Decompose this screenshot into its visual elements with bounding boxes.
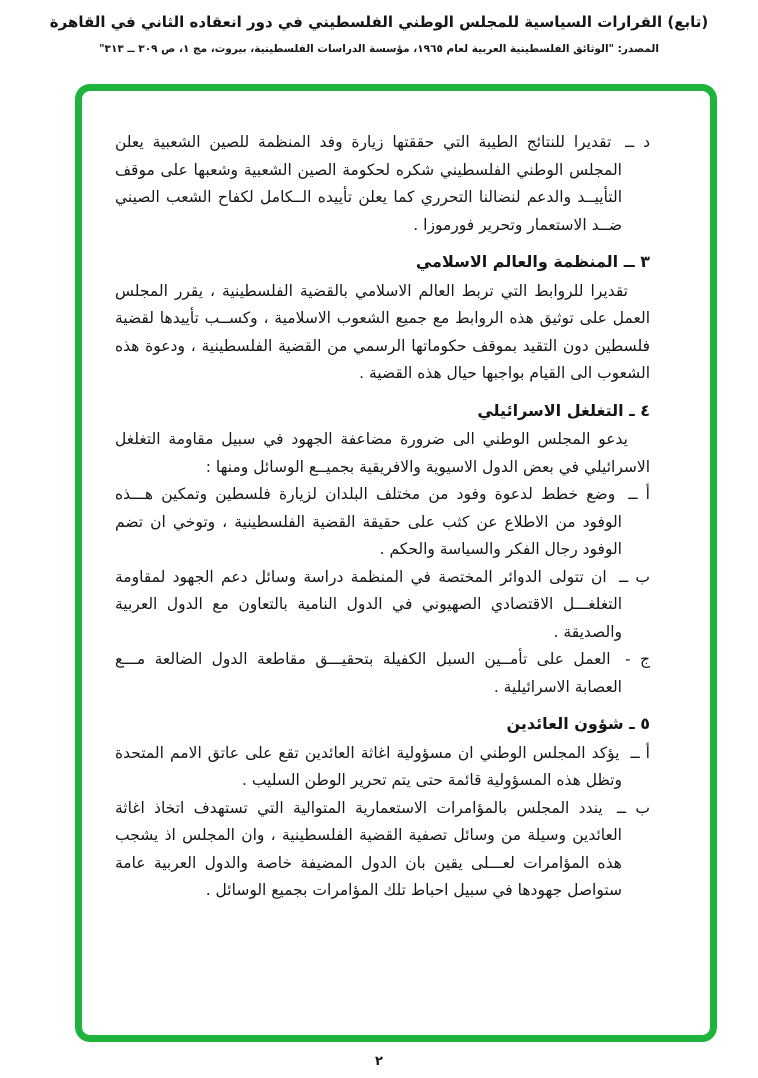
section-3-paragraph: تقديرا للروابط التي تربط العالم الاسلامي بالقضية الفلسطينية ، يقرر المجلس العمل على توثيق هذه الروابط مع جميع الشعوب الاسلامية ، وكســب تأييدها لقضية فلسطين دون التقيد بموقف حكوماتها الرسمي من القضية الفلسطينية ، ودعوة هذه الشعوب الى القيام بواجبها حيال هذه القضية . bbox=[115, 281, 650, 382]
clause-label-4b: ب ــ bbox=[619, 567, 651, 586]
document-header bbox=[0, 10, 758, 57]
clause-label-d: د ــ bbox=[625, 133, 650, 151]
clause-text-d: تقديرا للنتائج الطيبة التي حققتها زيارة وفد المنظمة للصين الشعبية يعلن المجلس الوطني الفلسطيني شكره لحكومة الصين الشعبية وشعبها على موقف التأييــد والدعم لنضالنا التحرري كما يعلن تأييده الــكامل لكفاح الشعب الصيني ضــد الاستعمار وتحرير فورموزا . bbox=[115, 133, 622, 234]
clause-label-4j: ج - bbox=[625, 650, 650, 668]
clause-item-4a bbox=[115, 481, 650, 564]
section-heading-4-israeli-infiltration: ٤ ـ التغلغل الاسرائيلي bbox=[477, 400, 650, 420]
clause-text-4b: ان تتولى الدوائر المختصة في المنظمة دراسة وسائل دعم الجهود لمقاومة التغلغـــل الاقتصادي الصهيوني في الدول النامية بالتعاون مع الدول العربية والصديقة . bbox=[115, 567, 622, 641]
clause-text-5b: يندد المجلس بالمؤامرات الاستعمارية المتوالية التي تستهدف اتخاذ اغاثة العائدين وسيلة من وسائل تصفية القضية الفلسطينية ، وان المجلس اذ يشجب هذه المؤامرات لعـــلى يقين بان الدول المضيفة خاصة والدول العربية عامة ستواصل جهودها في سبيل احباط تلك المؤامرات بجميع الوسائل . bbox=[115, 798, 622, 899]
clause-label-5b: ب ــ bbox=[617, 798, 650, 817]
section-heading-3-organization-islamic-world: ٣ ــ المنظمة والعالم الاسلامي bbox=[415, 252, 650, 271]
section-4-intro-paragraph: يدعو المجلس الوطني الى ضرورة مضاعفة الجهود في سبيل مقاومة التغلغل الاسرائيلي في بعض الدول الاسيوية والافريقية بجميــع الوسائل ومنها : bbox=[115, 430, 650, 476]
clause-label-5a: أ ــ bbox=[630, 743, 650, 762]
clause-item-d bbox=[115, 129, 650, 239]
clause-item-4j bbox=[115, 646, 650, 701]
clause-text-4a: وضع خطط لدعوة وفود من مختلف البلدان لزيارة فلسطين وتمكين هـــذه الوفود من الاطلاع عن كثب على حقيقة القضية الفلسطينية ، وتوخي ان تضم الوفود رجال الفكر والسياسة والحكم . bbox=[115, 485, 622, 558]
document-source-citation: المصدر: "الوثائق الفلسطينية العربية لعام ١٩٦٥، مؤسسة الدراسات الفلسطينية، بيروت، مج ١، ص ٣٠٩ ــ ٣١٣" bbox=[99, 43, 659, 55]
clause-item-5a bbox=[115, 740, 650, 795]
clause-text-5a: يؤكد المجلس الوطني ان مسؤولية اغاثة العائدين تقع على عاتق الامم المتحدة وتظل هذه المسؤولية قائمة حتى يتم تحرير الوطن السليب . bbox=[115, 743, 622, 789]
clause-item-4b bbox=[115, 564, 650, 647]
section-heading-5-returnees-affairs: ٥ ـ شؤون العائدين bbox=[506, 714, 650, 733]
clause-label-4a: أ ــ bbox=[628, 485, 650, 503]
document-title: (تابع) القرارات السياسية للمجلس الوطني الفلسطيني في دور انعقاده الثاني في القاهرة bbox=[49, 13, 709, 31]
green-frame-content-box bbox=[75, 84, 717, 1042]
clause-item-5b bbox=[115, 795, 650, 905]
clause-text-4j: العمل على تأمــين السبل الكفيلة بتحقيـــق مقاطعة الدول الضالعة مـــع العصابة الاسرائيلية . bbox=[115, 650, 622, 696]
page-number: ٢ bbox=[375, 1054, 383, 1069]
